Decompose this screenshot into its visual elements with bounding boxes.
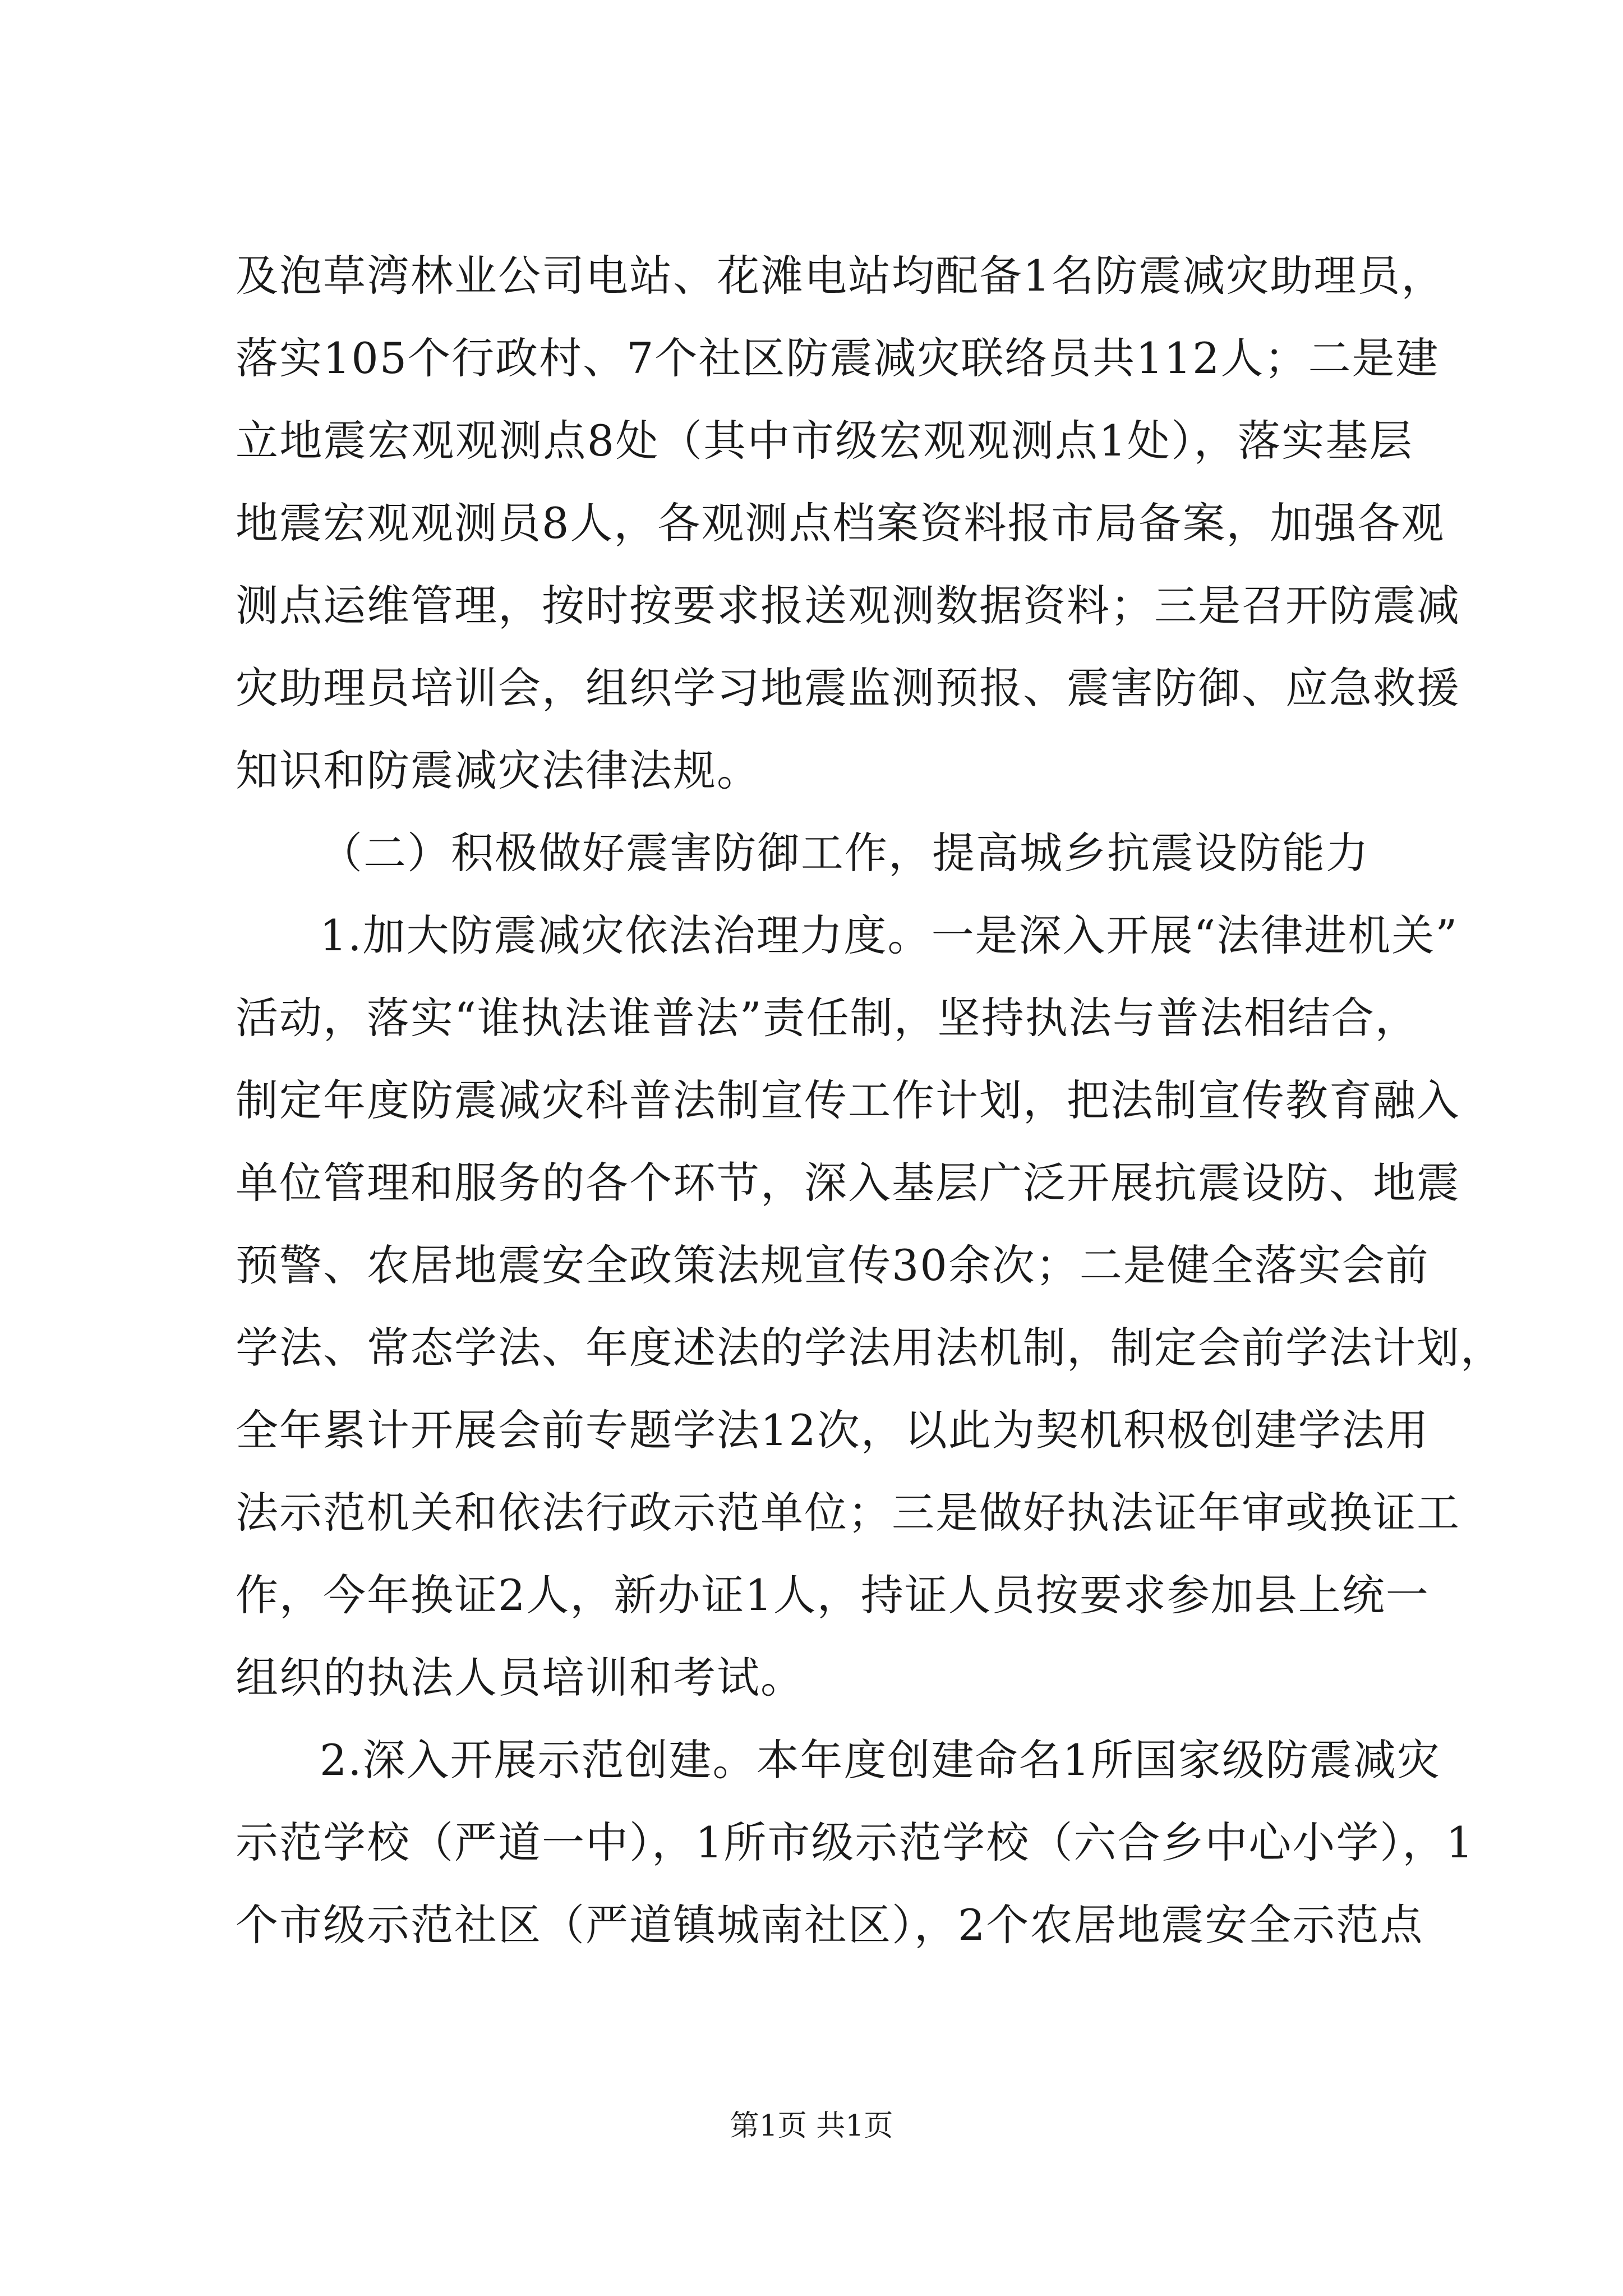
text-line: 学法、常态学法、年度述法的学法用法机制，制定会前学法计划，	[236, 1323, 1504, 1373]
text-line: 测点运维管理，按时按要求报送观测数据资料；三是召开防震减	[236, 581, 1460, 631]
text-line: 及泡草湾林业公司电站、花滩电站均配备1名防震减灾助理员，	[236, 251, 1445, 301]
text-line: 活动，落实“谁执法谁普法”责任制，坚持执法与普法相结合，	[236, 993, 1419, 1043]
text-line: 示范学校（严道一中），1所市级示范学校（六合乡中心小学），1	[236, 1818, 1474, 1867]
page-footer: 第1页 共1页	[730, 2109, 893, 2143]
text-line: 落实105个行政村、7个社区防震减灾联络员共112人；二是建	[236, 333, 1440, 383]
text-line: 知识和防震减灾法律法规。	[236, 746, 760, 795]
text-line: 灾助理员培训会，组织学习地震监测预报、震害防御、应急救援	[236, 663, 1460, 713]
text-line: 地震宏观观测员8人，各观测点档案资料报市局备案，加强各观	[236, 498, 1445, 548]
text-line: 组织的执法人员培训和考试。	[236, 1653, 804, 1703]
text-line: 预警、农居地震安全政策法规宣传30余次；二是健全落实会前	[236, 1240, 1430, 1290]
paragraph-start: 1.加大防震减灾依法治理力度。一是深入开展“法律进机关”	[320, 910, 1459, 960]
text-line: 全年累计开展会前专题学法12次，以此为契机积极创建学法用	[236, 1405, 1430, 1455]
paragraph-start: 2.深入开展示范创建。本年度创建命名1所国家级防震减灾	[320, 1735, 1441, 1785]
section-heading: （二）积极做好震害防御工作，提高城乡抗震设防能力	[320, 828, 1370, 878]
text-line: 个市级示范社区（严道镇城南社区），2个农居地震安全示范点	[236, 1900, 1424, 1950]
document-body	[236, 234, 1504, 1966]
text-line: 作，今年换证2人，新办证1人，持证人员按要求参加县上统一	[236, 1570, 1430, 1620]
text-line: 法示范机关和依法行政示范单位；三是做好执法证年审或换证工	[236, 1488, 1460, 1538]
text-line: 制定年度防震减灾科普法制宣传工作计划，把法制宣传教育融入	[236, 1075, 1460, 1125]
text-line: 单位管理和服务的各个环节，深入基层广泛开展抗震设防、地震	[236, 1158, 1460, 1208]
text-line: 立地震宏观观测点8处（其中市级宏观观测点1处），落实基层	[236, 416, 1413, 466]
